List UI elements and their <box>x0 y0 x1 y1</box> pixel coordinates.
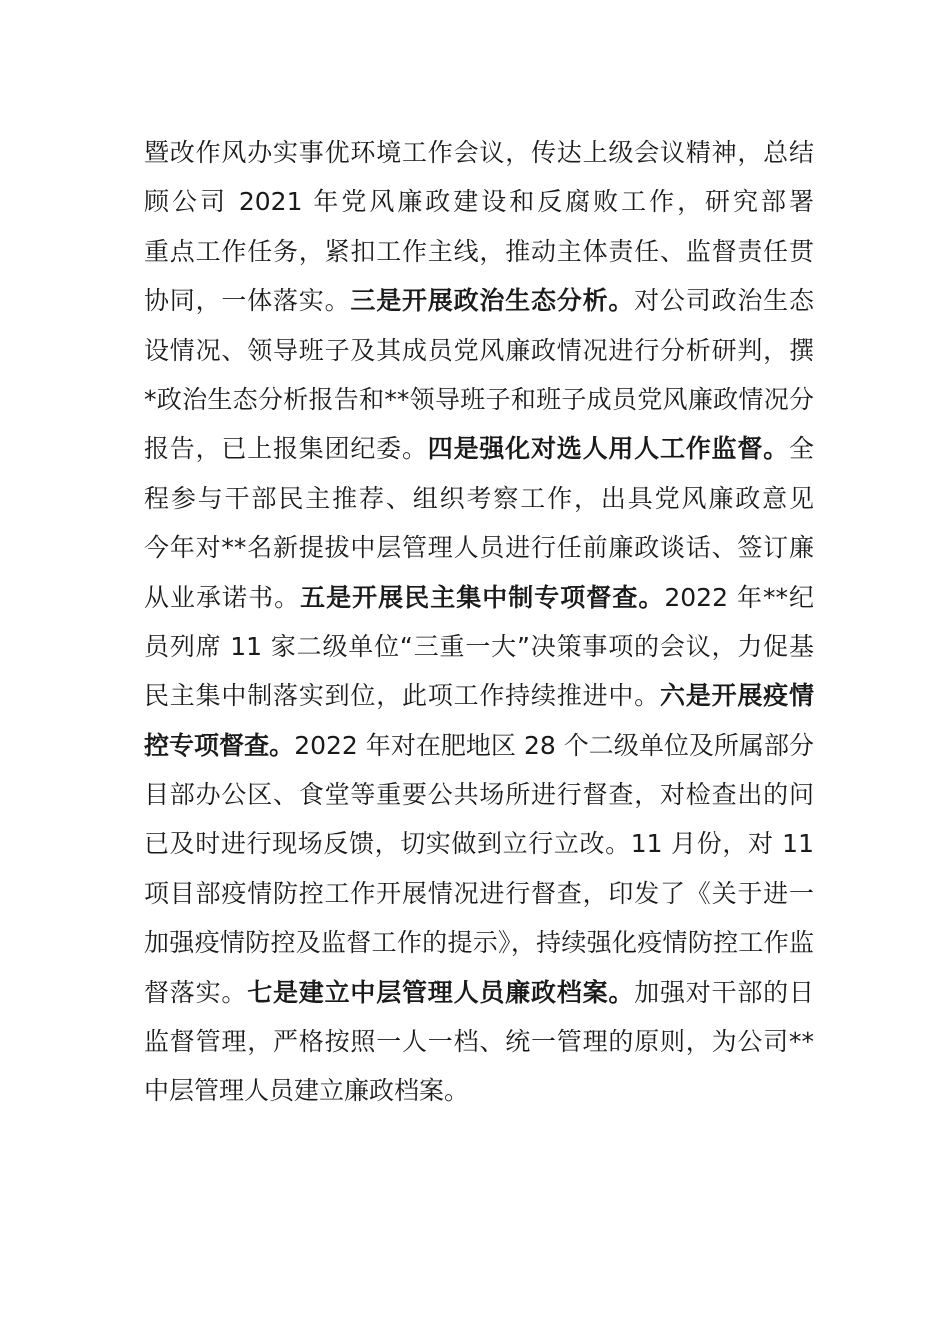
body-text: 加强对干部的日 <box>634 977 814 1007</box>
body-text: 中层管理人员建立廉政档案。 <box>144 1076 470 1106</box>
bold-heading-text: 控专项督查。 <box>144 730 295 760</box>
body-text: 今年对**名新提拔中层管理人员进行任前廉政谈话、签订廉 <box>144 533 814 563</box>
body-text: 顾公司 2021 年党风廉政建设和反腐败工作，研究部署 <box>144 187 814 217</box>
body-text: *政治生态分析报告和**领导班子和班子成员党风廉政情况分 <box>144 384 814 414</box>
text-line <box>144 671 814 720</box>
text-line <box>144 573 814 622</box>
body-text: 督落实。 <box>144 977 248 1007</box>
body-text: 程参与干部民主推荐、组织考察工作，出具党风廉政意见 <box>144 483 814 513</box>
text-line <box>144 918 814 967</box>
body-text: 重点工作任务，紧扣工作主线，推动主体责任、监督责任贯 <box>144 236 814 266</box>
body-text: 加强疫情防控及监督工作的提示》，持续强化疫情防控工作监 <box>144 928 814 958</box>
body-text: 报告，已上报集团纪委。 <box>144 434 428 464</box>
body-text: 已及时进行现场反馈，切实做到立行立改。11 月份，对 11 <box>144 829 814 859</box>
body-text: 2022 年对在肥地区 28 个二级单位及所属部分 <box>294 730 814 760</box>
text-line <box>144 869 814 918</box>
body-text: 对公司政治生态 <box>634 286 814 316</box>
text-line <box>144 424 814 473</box>
text-line <box>144 128 814 177</box>
text-line <box>144 177 814 226</box>
text-line <box>144 523 814 572</box>
text-line <box>144 819 814 868</box>
text-line <box>144 276 814 325</box>
body-text: 监督管理，严格按照一人一档、统一管理的原则，为公司** <box>144 1027 814 1057</box>
text-line <box>144 375 814 424</box>
text-line <box>144 721 814 770</box>
bold-heading-text: 三是开展政治生态分析。 <box>350 286 635 316</box>
body-text: 暨改作风办实事优环境工作会议，传达上级会议精神，总结 <box>144 138 814 167</box>
body-paragraph <box>144 128 814 1116</box>
body-text: 设情况、领导班子及其成员党风廉政情况进行分析研判，撰 <box>144 335 814 365</box>
body-text: 全 <box>788 434 814 464</box>
bold-heading-text: 四是强化对选人用人工作监督。 <box>427 434 789 464</box>
text-line <box>144 474 814 523</box>
bold-heading-text: 六是开展疫情 <box>659 681 814 711</box>
text-line <box>144 326 814 375</box>
body-text: 2022 年**纪 <box>664 582 814 612</box>
text-line <box>144 770 814 819</box>
body-text: 项目部疫情防控工作开展情况进行督查，印发了《关于进一 <box>144 878 814 908</box>
bold-heading-text: 七是建立中层管理人员廉政档案。 <box>247 977 635 1007</box>
body-text: 目部办公区、食堂等重要公共场所进行督查，对检查出的问 <box>144 780 814 810</box>
body-text: 从业承诺书。 <box>144 582 301 612</box>
body-text: 员列席 11 家二级单位“三重一大”决策事项的会议，力促基 <box>144 631 814 661</box>
text-line <box>144 1017 814 1066</box>
text-line <box>144 622 814 671</box>
body-text: 民主集中制落实到位，此项工作持续推进中。 <box>144 681 660 711</box>
text-line <box>144 227 814 276</box>
text-line <box>144 968 814 1017</box>
text-line <box>144 1066 814 1115</box>
body-text: 协同，一体落实。 <box>144 286 351 316</box>
bold-heading-text: 五是开展民主集中制专项督查。 <box>300 582 665 612</box>
